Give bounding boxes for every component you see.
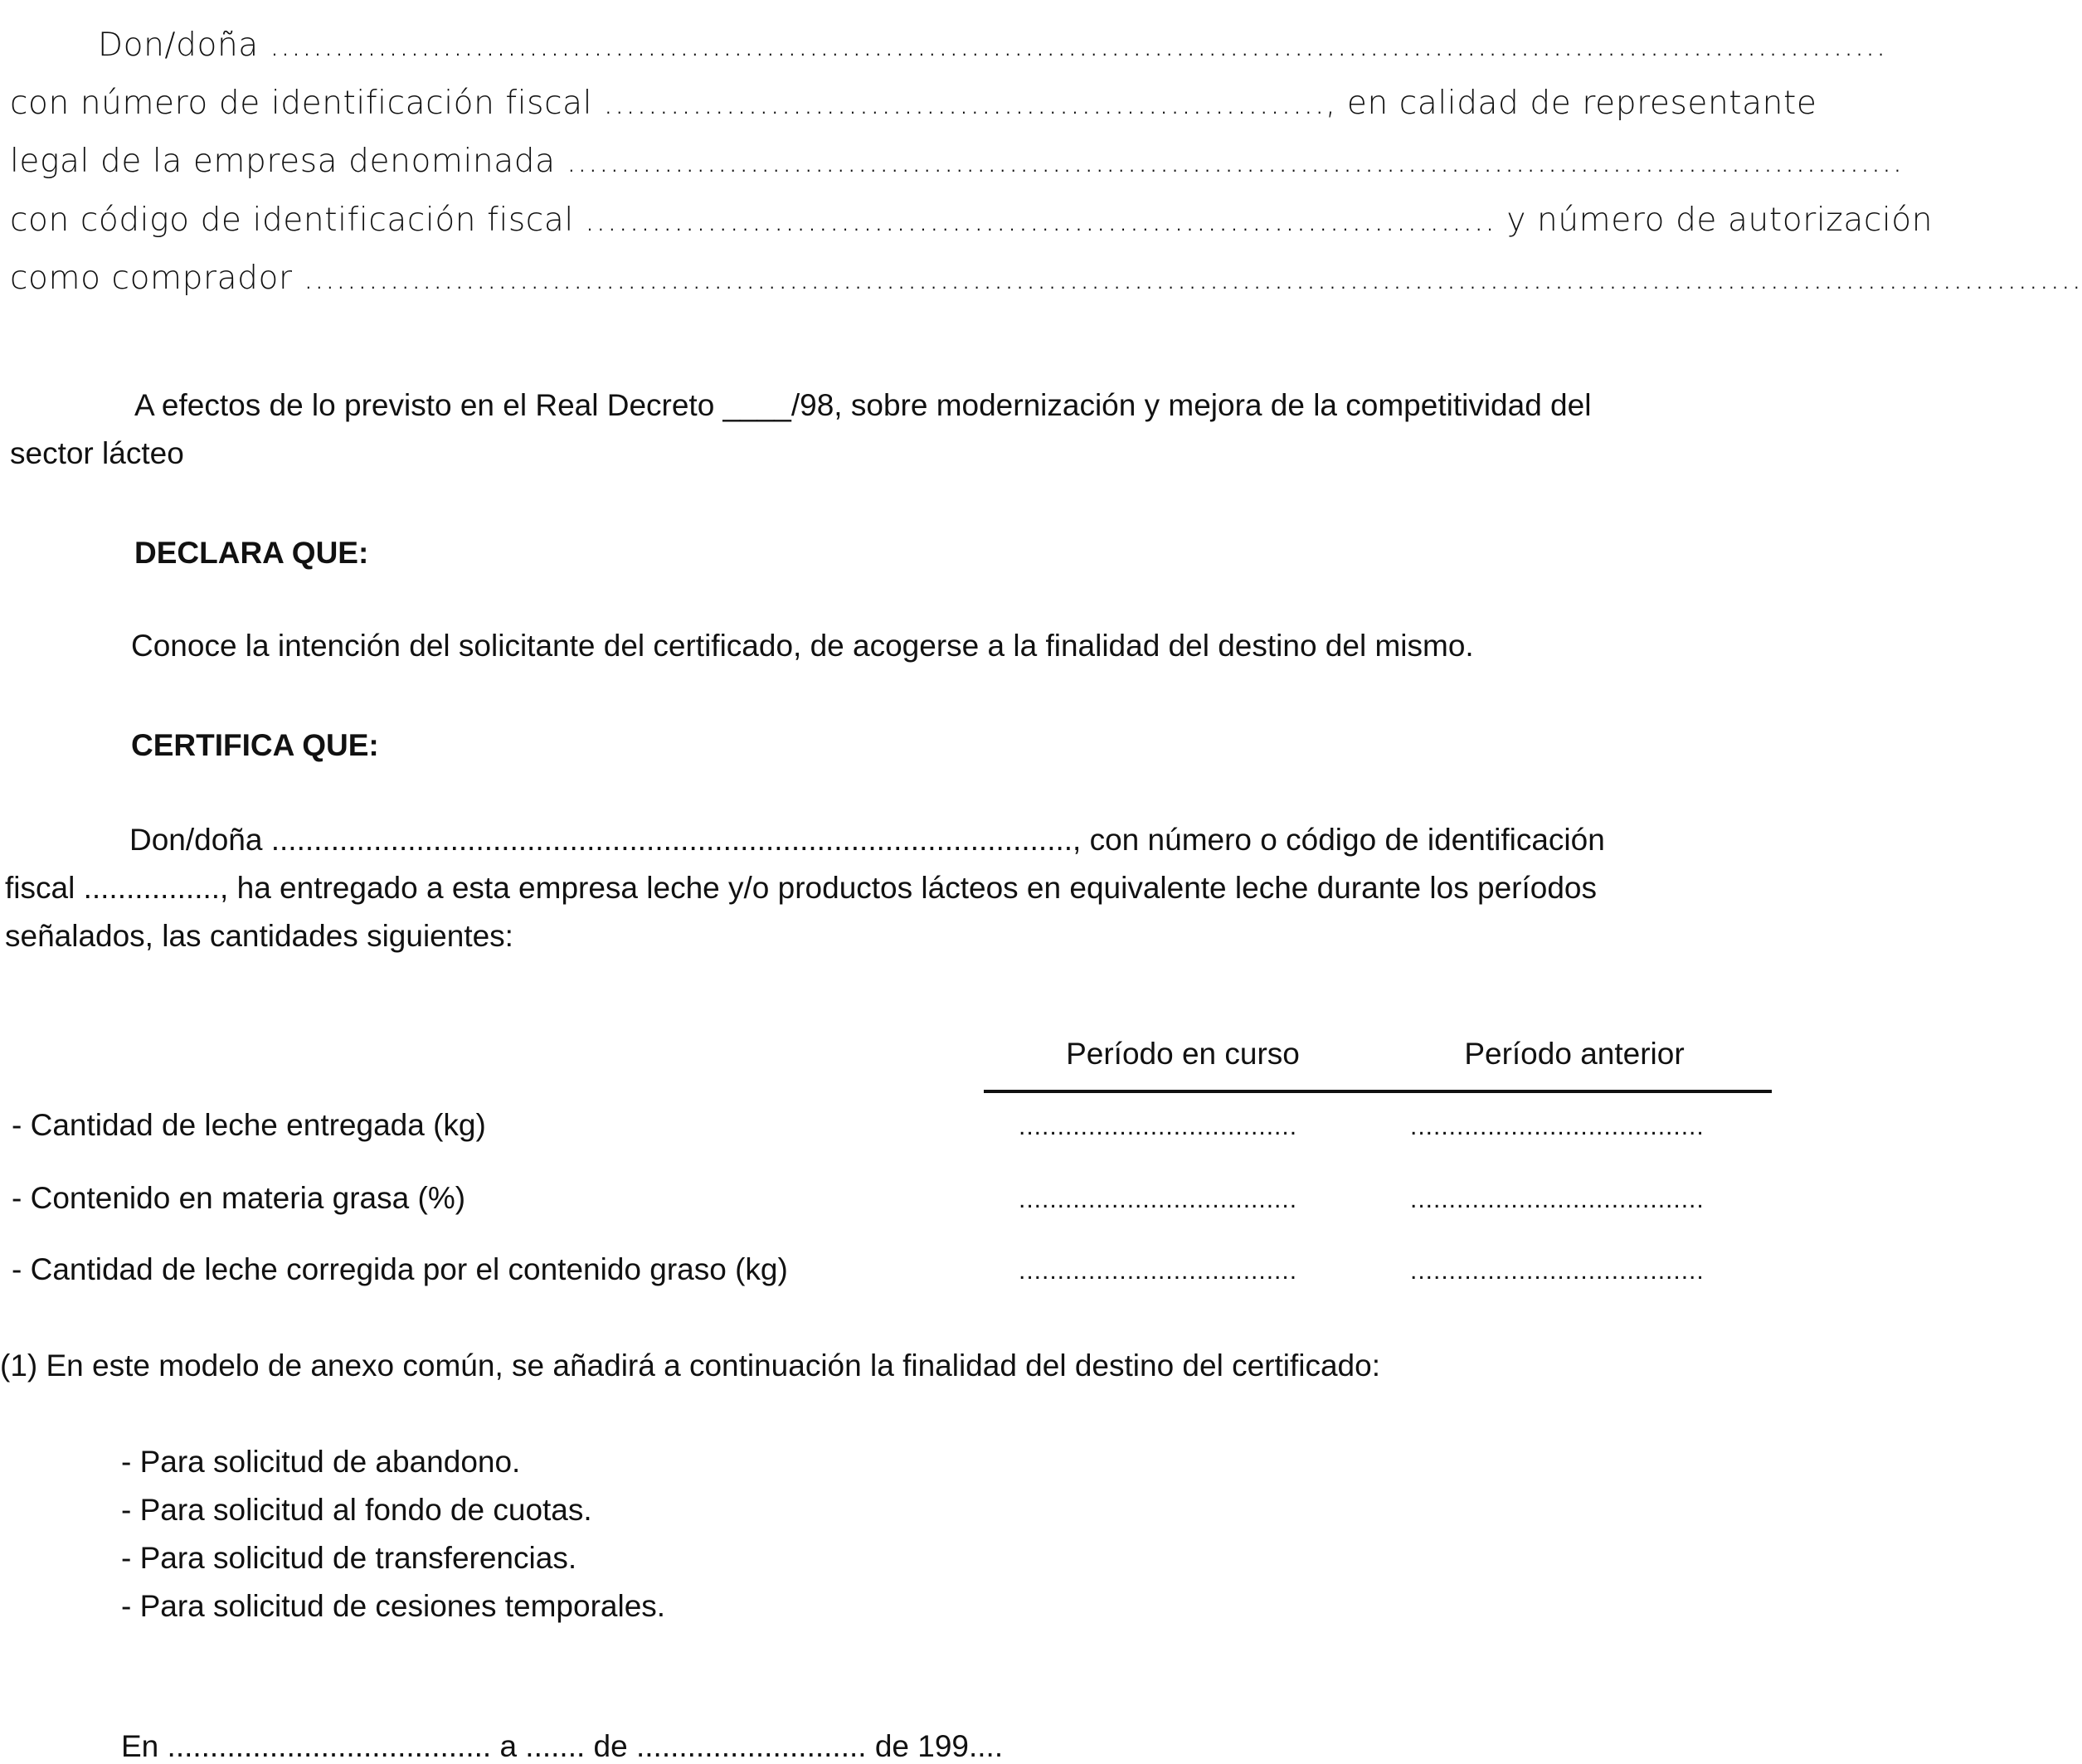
nif-dots: ................................................................. <box>603 85 1326 122</box>
nif-line <box>10 85 1818 122</box>
intro-line-1: A efectos de lo previsto en el Real Decreto ____/98, sobre modernización y mejora de la competitividad del <box>134 388 1592 422</box>
certifica-heading: CERTIFICA QUE: <box>131 728 379 762</box>
buyer-line: como comprador ..................................................................................................................................................................... <box>10 260 2082 297</box>
cif-line <box>10 202 1934 239</box>
declarant-name-line: Don/doña ...................................................................................................................................................... <box>98 27 1887 64</box>
certifica-line-2: fiscal ................, ha entregado a esta empresa leche y/o productos lácteos en equivalente leche durante los períodos <box>5 871 1597 905</box>
table-header-rule <box>984 1090 1772 1093</box>
declara-text: Conoce la intención del solicitante del certificado, de acogerse a la finalidad del destino del mismo. <box>131 629 1474 663</box>
intro-line-2: sector lácteo <box>10 436 184 470</box>
table-col-previous-period: Período anterior <box>1464 1037 1685 1071</box>
company-name-line: legal de la empresa denominada ............................................................................................................................ <box>10 143 1904 180</box>
table-cell-current: .................................... <box>1019 1113 1298 1140</box>
certifica-line-3: señalados, las cantidades siguientes: <box>5 919 513 953</box>
declara-heading: DECLARA QUE: <box>134 536 369 570</box>
purpose-list-item: - Para solicitud de abandono. <box>121 1445 521 1479</box>
table-cell-current: .................................... <box>1019 1257 1298 1285</box>
table-cell-previous: ...................................... <box>1410 1113 1705 1140</box>
table-row-label: - Cantidad de leche entregada (kg) <box>12 1108 486 1142</box>
nif-label: con número de identificación fiscal <box>10 85 593 122</box>
purpose-list-item: - Para solicitud de transferencias. <box>121 1541 577 1575</box>
cif-label: con código de identificación fiscal <box>10 202 574 239</box>
purpose-list-item: - Para solicitud al fondo de cuotas. <box>121 1493 592 1527</box>
table-col-current-period: Período en curso <box>1066 1037 1300 1071</box>
certifica-line-1: Don/doña .............................................................................................., con número o código de identificación <box>129 823 1605 857</box>
authorization-text: y número de autorización <box>1506 202 1934 239</box>
table-row-label: - Cantidad de leche corregida por el contenido graso (kg) <box>12 1252 788 1286</box>
table-cell-previous: ...................................... <box>1410 1186 1705 1213</box>
table-cell-previous: ...................................... <box>1410 1257 1705 1285</box>
cif-dots: .................................................................................. <box>584 202 1496 239</box>
table-cell-current: .................................... <box>1019 1186 1298 1213</box>
table-row-label: - Contenido en materia grasa (%) <box>12 1181 466 1215</box>
purpose-list-item: - Para solicitud de cesiones temporales. <box>121 1589 666 1623</box>
representative-text: , en calidad de representante <box>1325 85 1817 122</box>
footnote-text: (1) En este modelo de anexo común, se añadirá a continuación la finalidad del destino del certificado: <box>0 1349 1380 1383</box>
place-date-line: En ...................................... a ....... de ........................... de 199.... <box>121 1729 1004 1763</box>
